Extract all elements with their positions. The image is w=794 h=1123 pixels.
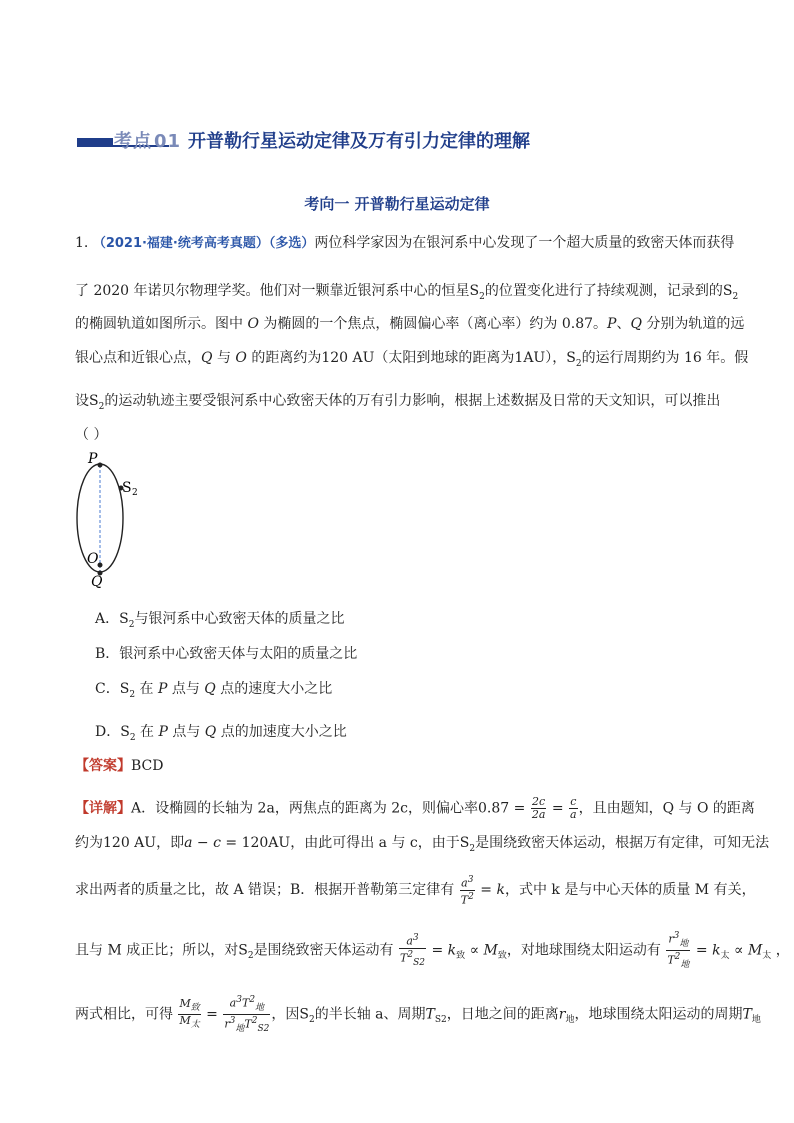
option-d[interactable]: D．$S_2$ 在 P 点与 Q 点的加速度大小之比 [95, 724, 347, 743]
answer-line: 【答案】BCD [75, 758, 164, 774]
type-tag: （多选） [268, 236, 315, 251]
detail-line-2: 约为120 AU，即a − c = 120AU，由此可得出 a 与 c，由于$S_2$是围绕致密天体运动，根据万有定律，可知无法 [75, 835, 770, 854]
question-line-2: 了 2020 年诺贝尔物理学奖。他们对一颗靠近银河系中心的恒星$S_2$的位置变化进行了持续观测，记录到的$S_2$ [75, 283, 739, 302]
question-line-4: 银心点和近银心点，Q 与 O 的距离约为120 AU（太阳到地球的距离为1AU），$S_2$的运行周期约为 16 年。假 [75, 350, 749, 369]
section-label: 考点 01 [114, 131, 182, 152]
label-q: Q [91, 574, 103, 588]
orbit-figure [70, 448, 160, 588]
detail-line-4: 且与 M 成正比；所以，对$S_2$是围绕致密天体运动有 $\frac{a^3}{T^2_{S2}}$ = $k_致 \propto M_致$，对地球围绕太阳运动有 $\frac{r^3_地}{T^2_地}$ = $k_太 \propto M_太$ ， [75, 931, 790, 970]
label-p: P [88, 451, 98, 467]
label-o: O [87, 551, 99, 567]
point-p [98, 463, 103, 468]
answer-blank: （ ） [75, 427, 108, 443]
detail-line-3: 求出两者的质量之比，故 A 错误；B．根据开普勒第三定律有 $\frac{a^3}{T^2}$ = k，式中 k 是与中心天体的质量 M 有关， [75, 875, 756, 907]
option-b[interactable]: B．银河系中心致密天体与太阳的质量之比 [95, 646, 358, 662]
detail-line-5: 两式相比，可得 $\frac{M_致}{M_太}$ = $\frac{a^3T^2_地}{r^3_地T^2_{S2}}$ ，因$S_2$的半长轴 a、周期$T_{S2}$，日地之间的距离$r_地$，地球围绕太阳运动的周期$T_地$ [75, 995, 761, 1034]
option-c[interactable]: C．$S_2$ 在 P 点与 Q 点的速度大小之比 [95, 681, 333, 700]
question-line-3: 的椭圆轨道如图所示。图中 O 为椭圆的一个焦点，椭圆偏心率（离心率）约为 0.87。P、Q 分别为轨道的远 [75, 316, 745, 332]
question-line-5: 设$S_2$的运动轨迹主要受银河系中心致密天体的万有引力影响，根据上述数据及日常的天文知识，可以推出 [75, 393, 721, 412]
label-s-sub: 2 [132, 488, 138, 498]
detail-line-1: 【详解】A．设椭圆的长轴为 2a，两焦点的距离为 2c，则偏心率0.87 = $\frac{2c}{2a}$ = $\frac{c}{a}$ ，且由题知，Q 与 O 的距离 [75, 795, 755, 821]
subheading: 考向一 开普勒行星运动定律 [304, 195, 490, 213]
question-line-1: 1. （2021·福建·统考高考真题）（多选）两位科学家因为在银河系中心发现了一个超大质量的致密天体而获得 [75, 235, 735, 251]
label-s: S [122, 480, 132, 496]
section-title: 开普勒行星运动定律及万有引力定律的理解 [188, 131, 530, 152]
option-a[interactable]: A．$S_2$与银河系中心致密天体的质量之比 [95, 611, 345, 630]
source-tag: （2021·福建·统考高考真题） [92, 236, 269, 251]
